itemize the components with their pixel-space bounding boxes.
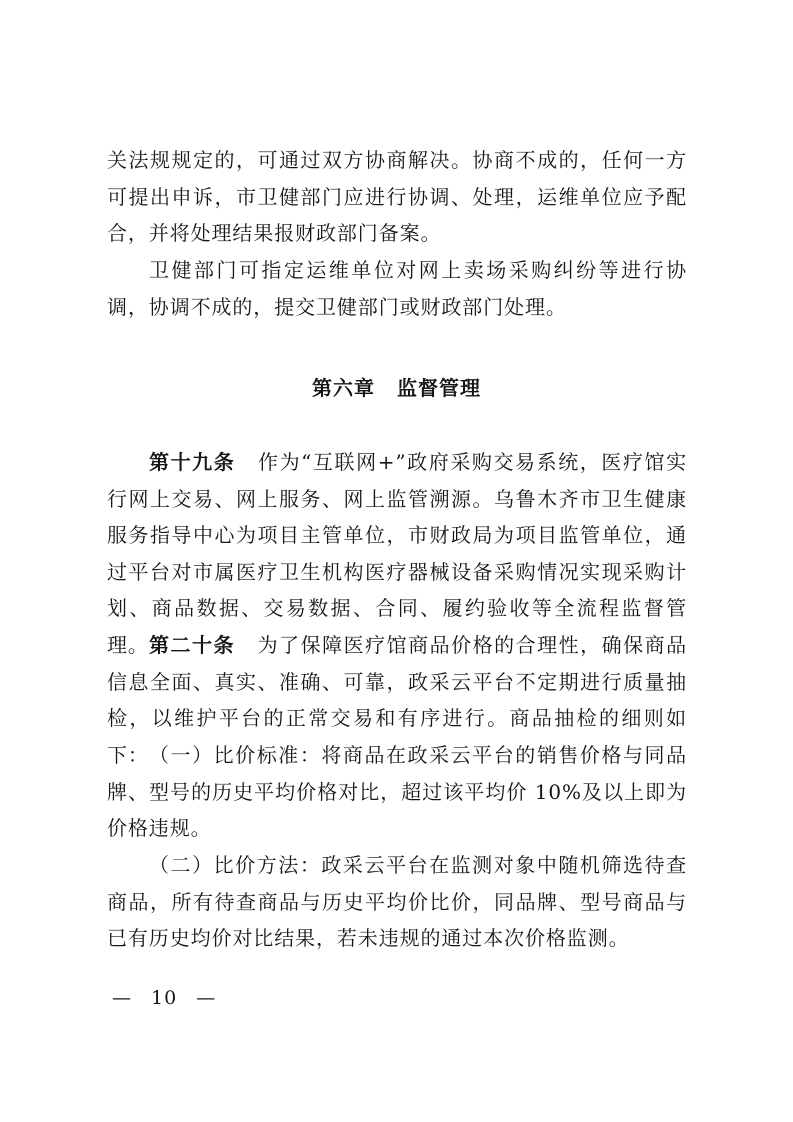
chapter-number: 第六章 [312,376,375,400]
paragraph-dispute-resolution: 关法规规定的，可通过双方协商解决。协商不成的，任何一方可提出申诉，市卫健部门应进行协调、处理，运维单位应予配合，并将处理结果报财政部门备案。 [107,148,687,246]
page-footer [107,983,221,1013]
article-19-lead: 第十九条 [149,450,236,474]
article-20-lead: 第二十条 [149,633,235,657]
article-19-text: 作为“互联网+”政府采购交易系统，医疗馆实行网上交易、网上服务、网上监管溯源。乌鲁木齐市卫生健康服务指导中心为项目主管单位，市财政局为项目监管单位，通过平台对市属医疗卫生机构医疗器械设备采购情况实现采购计划、商品数据、交易数据、合同、履约验收等全流程监督管理。 [107,450,688,657]
page-number: 10 [151,987,178,1009]
chapter-heading [0,368,793,408]
article-20-text: 为了保障医疗馆商品价格的合理性，确保商品信息全面、真实、准确、可靠，政采云平台不定期进行质量抽检，以维护平台的正常交易和有序进行。商品抽检的细则如下： [107,633,687,767]
footer-dash-left: — [112,987,132,1009]
paragraph-coordination: 卫健部门可指定运维单位对网上卖场采购纠纷等进行协调，协调不成的，提交卫健部门或财政部门处理。 [107,258,687,319]
item-price-standard: （一）比价标准：将商品在政采云平台的销售价格与同品牌、型号的历史平均价格对比，超过该平均价 10%及以上即为价格违规。 [107,743,687,841]
footer-dash-right: — [196,987,217,1009]
chapter-title: 监督管理 [397,376,481,400]
item-price-method: （二）比价方法：政采云平台在监测对象中随机筛选待查商品，所有待查商品与历史平均价比价，同品牌、型号商品与已有历史均价对比结果，若未违规的通过本次价格监测。 [107,853,687,951]
